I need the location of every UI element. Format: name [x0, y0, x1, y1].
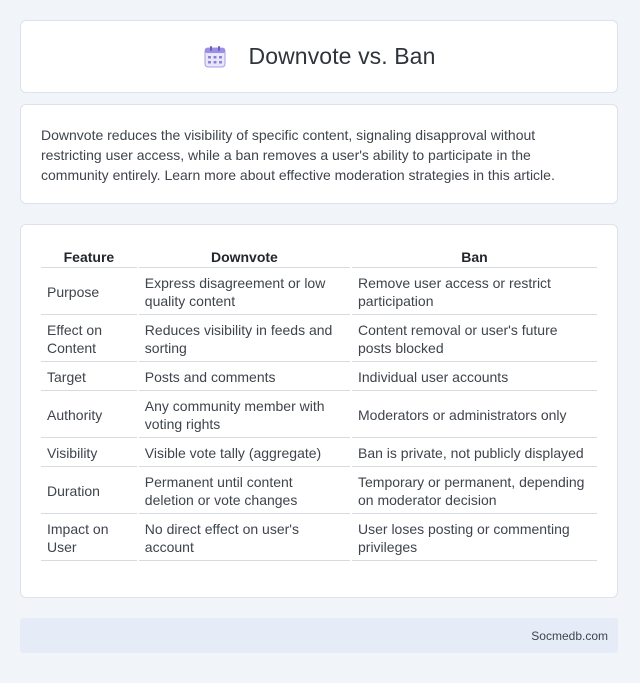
row-feature: Authority [41, 391, 137, 438]
row-feature: Target [41, 362, 137, 391]
header-downvote: Downvote [139, 246, 350, 268]
row-downvote: No direct effect on user's account [139, 514, 350, 561]
table-row [41, 467, 597, 514]
row-feature: Purpose [41, 268, 137, 315]
table-row [41, 315, 597, 362]
intro-card [20, 104, 618, 204]
row-downvote: Express disagreement or low quality content [139, 268, 350, 315]
comparison-table-card [20, 224, 618, 598]
row-downvote: Reduces visibility in feeds and sorting [139, 315, 350, 362]
page-title: Downvote vs. Ban [248, 43, 436, 69]
row-feature: Duration [41, 467, 137, 514]
table-row [41, 268, 597, 315]
row-downvote: Any community member with voting rights [139, 391, 350, 438]
title-card [20, 20, 618, 93]
row-ban: Moderators or administrators only [352, 391, 597, 438]
row-downvote: Posts and comments [139, 362, 350, 391]
footer-site-link[interactable]: Socmedb.com [531, 628, 608, 643]
table-row [41, 514, 597, 561]
row-ban: Content removal or user's future posts blocked [352, 315, 597, 362]
header-feature: Feature [41, 246, 137, 268]
calendar-icon [203, 45, 227, 69]
title-row [203, 43, 436, 70]
row-feature: Impact on User [41, 514, 137, 561]
row-downvote: Visible vote tally (aggregate) [139, 438, 350, 467]
row-ban: Temporary or permanent, depending on moderator decision [352, 467, 597, 514]
comparison-table [39, 246, 599, 561]
intro-text: Downvote reduces the visibility of specific content, signaling disapproval without restricting user access, while a ban removes a user's ability to participate in the community entirely. Learn more about effective moderation strategies in this article. [41, 127, 555, 183]
row-downvote: Permanent until content deletion or vote changes [139, 467, 350, 514]
table-row [41, 362, 597, 391]
row-feature: Effect on Content [41, 315, 137, 362]
row-ban: User loses posting or commenting privileges [352, 514, 597, 561]
table-row [41, 391, 597, 438]
row-ban: Ban is private, not publicly displayed [352, 438, 597, 467]
table-header-row [41, 246, 597, 268]
header-ban: Ban [352, 246, 597, 268]
row-ban: Remove user access or restrict participation [352, 268, 597, 315]
table-row [41, 438, 597, 467]
footer-bar [20, 618, 618, 653]
row-ban: Individual user accounts [352, 362, 597, 391]
row-feature: Visibility [41, 438, 137, 467]
